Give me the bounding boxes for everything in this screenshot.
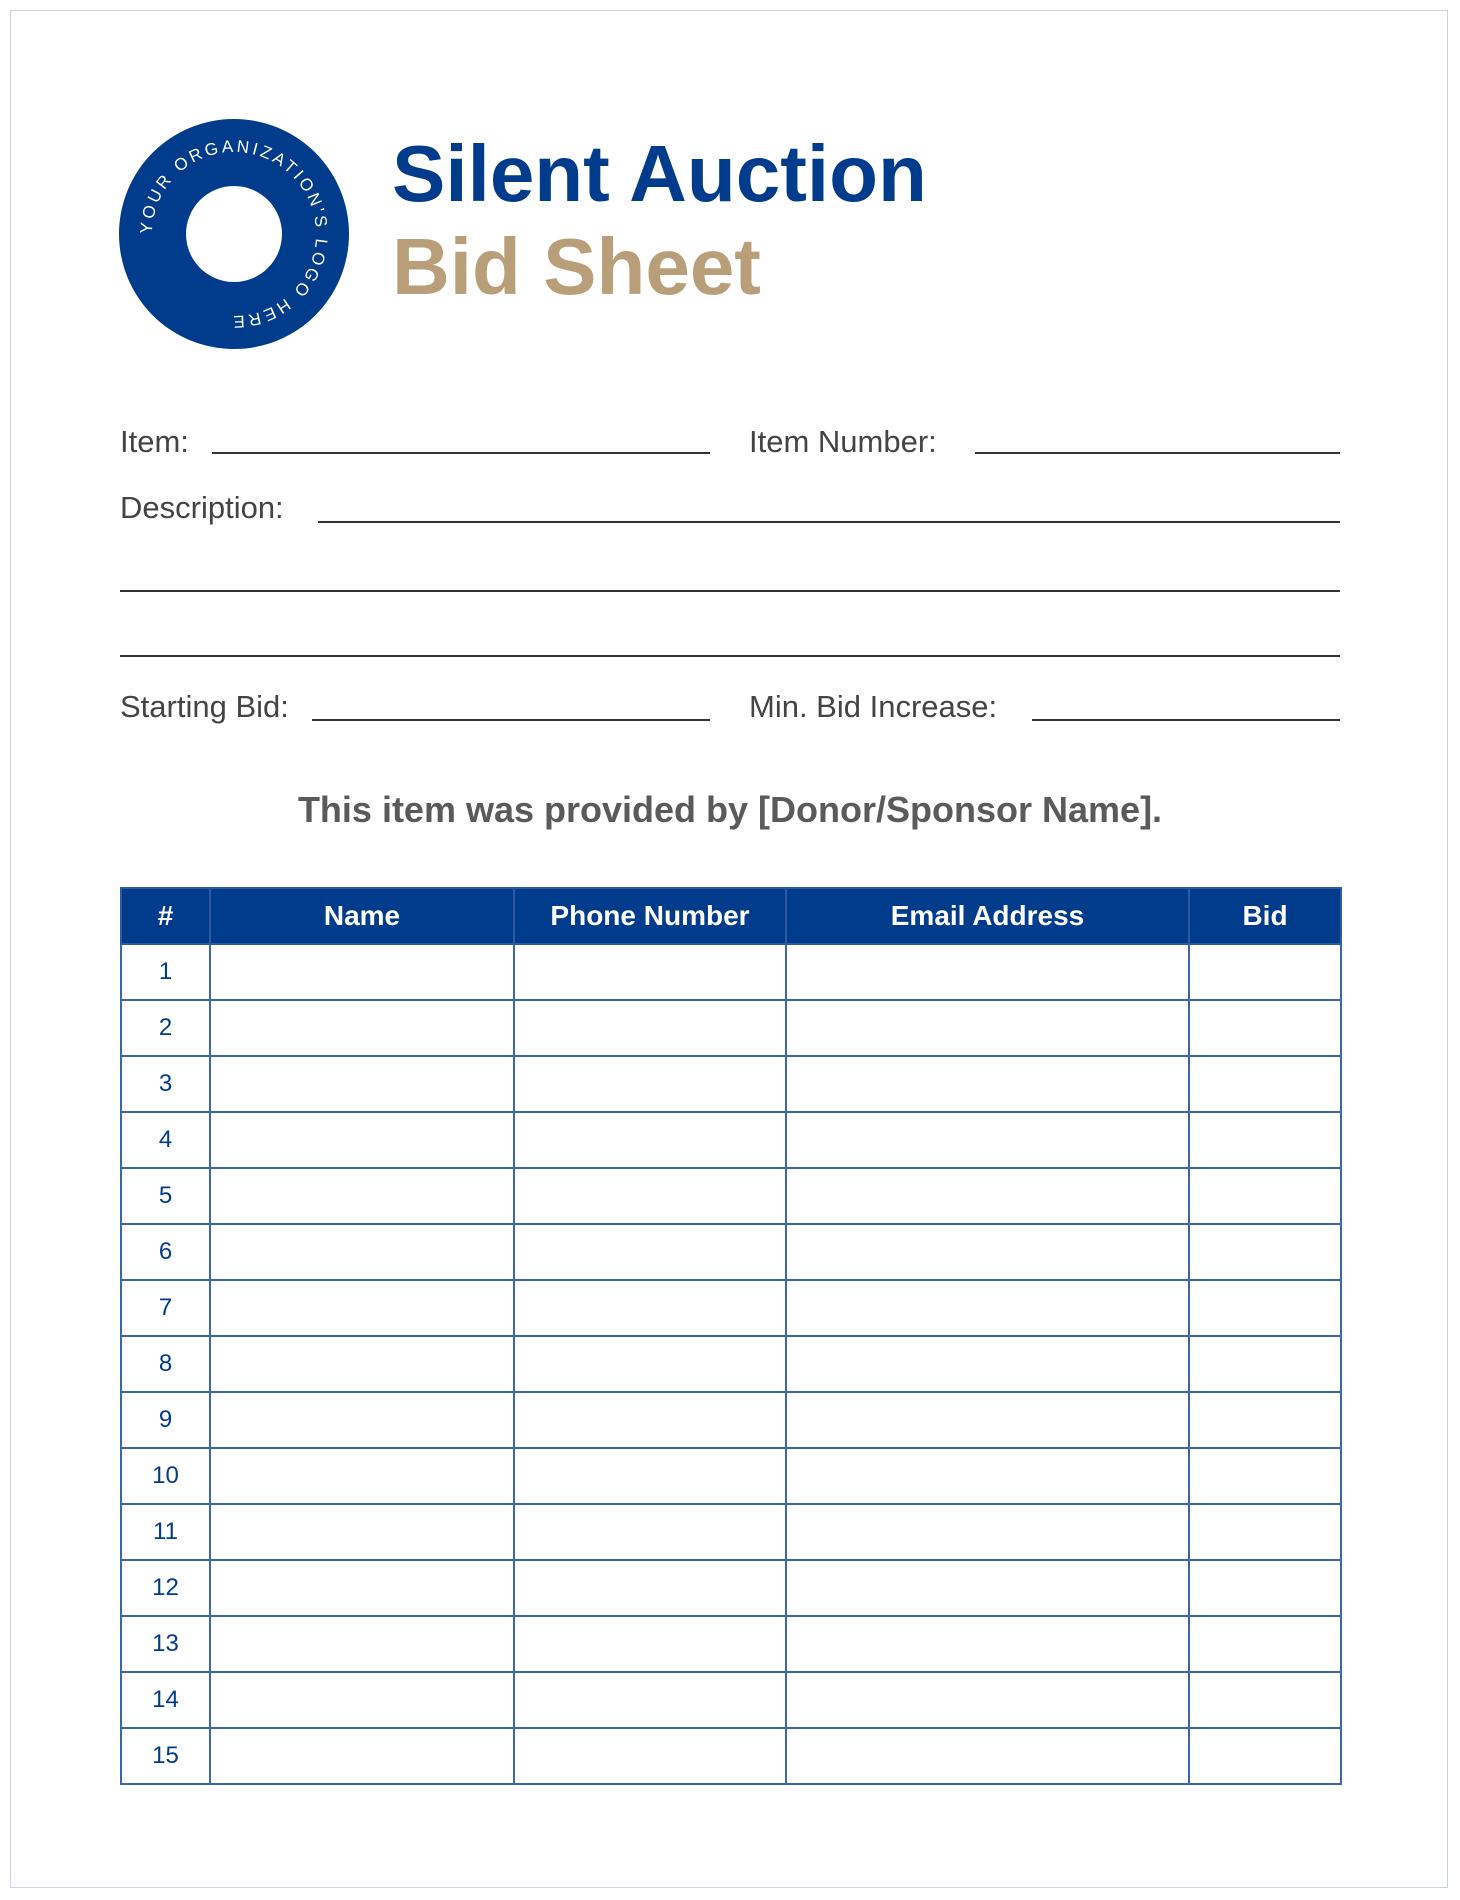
email-address-cell[interactable]: [786, 1728, 1189, 1784]
table-row: [121, 1560, 1341, 1616]
organization-logo: [119, 119, 349, 349]
row-number: 11: [121, 1504, 210, 1560]
table-row: [121, 1672, 1341, 1728]
phone-number-cell[interactable]: [514, 1616, 786, 1672]
bid-cell[interactable]: [1189, 1672, 1341, 1728]
row-number: 12: [121, 1560, 210, 1616]
name-cell[interactable]: [210, 1000, 514, 1056]
bid-cell[interactable]: [1189, 1448, 1341, 1504]
title-bid-sheet: Bid Sheet: [392, 222, 761, 311]
item-number-label: Item Number:: [749, 424, 937, 459]
name-cell[interactable]: [210, 1056, 514, 1112]
email-address-cell[interactable]: [786, 1168, 1189, 1224]
table-row: [121, 1336, 1341, 1392]
bid-table: [120, 887, 1342, 1785]
email-address-cell[interactable]: [786, 1560, 1189, 1616]
phone-number-cell[interactable]: [514, 1504, 786, 1560]
header-email-address: Email Address: [786, 888, 1189, 944]
phone-number-cell[interactable]: [514, 1728, 786, 1784]
phone-number-cell[interactable]: [514, 1224, 786, 1280]
row-number: 6: [121, 1224, 210, 1280]
table-row: [121, 1056, 1341, 1112]
table-row: [121, 1280, 1341, 1336]
email-address-cell[interactable]: [786, 1224, 1189, 1280]
bid-cell[interactable]: [1189, 1336, 1341, 1392]
description-field-line-3[interactable]: [120, 655, 1340, 657]
row-number: 1: [121, 944, 210, 1000]
bid-cell[interactable]: [1189, 1504, 1341, 1560]
phone-number-cell[interactable]: [514, 1560, 786, 1616]
row-number: 4: [121, 1112, 210, 1168]
bid-cell[interactable]: [1189, 1224, 1341, 1280]
row-number: 7: [121, 1280, 210, 1336]
header-number: #: [121, 888, 210, 944]
description-field-line-2[interactable]: [120, 590, 1340, 592]
phone-number-cell[interactable]: [514, 1168, 786, 1224]
logo-ring-text: YOUR ORGANIZATION'S LOGO HERE: [136, 136, 332, 332]
logo-ring-icon: [119, 119, 349, 349]
row-number: 9: [121, 1392, 210, 1448]
bid-cell[interactable]: [1189, 1560, 1341, 1616]
name-cell[interactable]: [210, 1504, 514, 1560]
phone-number-cell[interactable]: [514, 1448, 786, 1504]
header-name: Name: [210, 888, 514, 944]
table-row: [121, 1728, 1341, 1784]
title-silent-auction: Silent Auction: [392, 129, 927, 218]
row-number: 3: [121, 1056, 210, 1112]
name-cell[interactable]: [210, 944, 514, 1000]
phone-number-cell[interactable]: [514, 1000, 786, 1056]
bid-table-header: [121, 888, 1341, 944]
name-cell[interactable]: [210, 1728, 514, 1784]
email-address-cell[interactable]: [786, 1280, 1189, 1336]
bid-cell[interactable]: [1189, 1112, 1341, 1168]
phone-number-cell[interactable]: [514, 1392, 786, 1448]
name-cell[interactable]: [210, 1112, 514, 1168]
table-row: [121, 1616, 1341, 1672]
starting-bid-field-line[interactable]: [312, 719, 710, 721]
table-row: [121, 1392, 1341, 1448]
row-number: 13: [121, 1616, 210, 1672]
email-address-cell[interactable]: [786, 1112, 1189, 1168]
table-row: [121, 1168, 1341, 1224]
email-address-cell[interactable]: [786, 1616, 1189, 1672]
min-bid-increase-field-line[interactable]: [1032, 719, 1340, 721]
bid-cell[interactable]: [1189, 1000, 1341, 1056]
phone-number-cell[interactable]: [514, 1112, 786, 1168]
row-number: 10: [121, 1448, 210, 1504]
email-address-cell[interactable]: [786, 1056, 1189, 1112]
table-row: [121, 1448, 1341, 1504]
name-cell[interactable]: [210, 1280, 514, 1336]
email-address-cell[interactable]: [786, 1504, 1189, 1560]
bid-cell[interactable]: [1189, 1280, 1341, 1336]
name-cell[interactable]: [210, 1392, 514, 1448]
email-address-cell[interactable]: [786, 944, 1189, 1000]
email-address-cell[interactable]: [786, 1392, 1189, 1448]
email-address-cell[interactable]: [786, 1000, 1189, 1056]
donor-credit: This item was provided by [Donor/Sponsor Name].: [297, 789, 1163, 830]
phone-number-cell[interactable]: [514, 1056, 786, 1112]
description-label: Description:: [120, 490, 284, 525]
name-cell[interactable]: [210, 1224, 514, 1280]
bid-cell[interactable]: [1189, 944, 1341, 1000]
header-bid: Bid: [1189, 888, 1341, 944]
description-field-line-1[interactable]: [318, 521, 1340, 523]
item-number-field-line[interactable]: [975, 452, 1340, 454]
bid-cell[interactable]: [1189, 1728, 1341, 1784]
email-address-cell[interactable]: [786, 1336, 1189, 1392]
starting-bid-label: Starting Bid:: [120, 689, 289, 724]
bid-cell[interactable]: [1189, 1168, 1341, 1224]
header-phone-number: Phone Number: [514, 888, 786, 944]
phone-number-cell[interactable]: [514, 1280, 786, 1336]
name-cell[interactable]: [210, 1616, 514, 1672]
name-cell[interactable]: [210, 1672, 514, 1728]
row-number: 8: [121, 1336, 210, 1392]
phone-number-cell[interactable]: [514, 944, 786, 1000]
row-number: 14: [121, 1672, 210, 1728]
bid-cell[interactable]: [1189, 1616, 1341, 1672]
bid-cell[interactable]: [1189, 1056, 1341, 1112]
table-row: [121, 1504, 1341, 1560]
phone-number-cell[interactable]: [514, 1672, 786, 1728]
table-row: [121, 944, 1341, 1000]
name-cell[interactable]: [210, 1448, 514, 1504]
item-label: Item:: [120, 424, 189, 459]
name-cell[interactable]: [210, 1336, 514, 1392]
name-cell[interactable]: [210, 1168, 514, 1224]
email-address-cell[interactable]: [786, 1672, 1189, 1728]
table-row: [121, 1112, 1341, 1168]
item-field-line[interactable]: [212, 452, 710, 454]
email-address-cell[interactable]: [786, 1448, 1189, 1504]
table-row: [121, 1000, 1341, 1056]
phone-number-cell[interactable]: [514, 1336, 786, 1392]
table-row: [121, 1224, 1341, 1280]
bid-cell[interactable]: [1189, 1392, 1341, 1448]
name-cell[interactable]: [210, 1560, 514, 1616]
row-number: 15: [121, 1728, 210, 1784]
min-bid-increase-label: Min. Bid Increase:: [749, 689, 998, 724]
row-number: 5: [121, 1168, 210, 1224]
row-number: 2: [121, 1000, 210, 1056]
